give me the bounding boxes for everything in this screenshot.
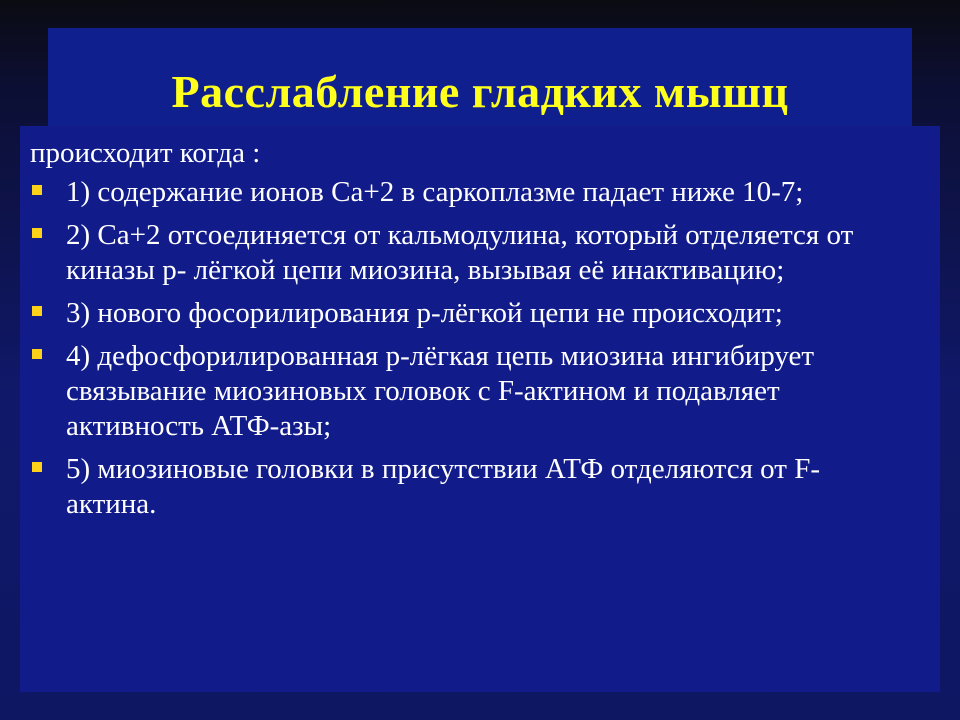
list-item-text: 1) содержание ионов Са+2 в саркоплазме падает ниже 10-7; bbox=[66, 176, 804, 208]
slide-body bbox=[30, 136, 910, 530]
list-item-text: 2) Са+2 отсоединяется от кальмодулина, который отделяется от киназы р- лёгкой цепи миозина, вызывая её инактивацию; bbox=[66, 219, 854, 286]
list-item bbox=[30, 175, 910, 210]
square-bullet-icon bbox=[32, 349, 42, 359]
list-item bbox=[30, 452, 910, 522]
list-item-text: 3) нового фосорилирования р-лёгкой цепи не происходит; bbox=[66, 297, 783, 329]
square-bullet-icon bbox=[32, 185, 42, 195]
square-bullet-icon bbox=[32, 228, 42, 238]
intro-text: происходит когда : bbox=[30, 137, 261, 169]
bullet-list bbox=[30, 175, 910, 522]
square-bullet-icon bbox=[32, 306, 42, 316]
slide-title: Расслабление гладких мышц bbox=[171, 66, 789, 117]
square-bullet-icon bbox=[32, 462, 42, 472]
list-item bbox=[30, 296, 910, 331]
list-item-text: 4) дефосфорилированная р-лёгкая цепь миозина ингибирует связывание миозиновых головок с F-актином и подавляет активность АТФ-азы; bbox=[66, 340, 814, 442]
list-item bbox=[30, 339, 910, 444]
list-item bbox=[30, 218, 910, 288]
list-item-text: 5) миозиновые головки в присутствии АТФ отделяются от F-актина. bbox=[66, 453, 820, 520]
